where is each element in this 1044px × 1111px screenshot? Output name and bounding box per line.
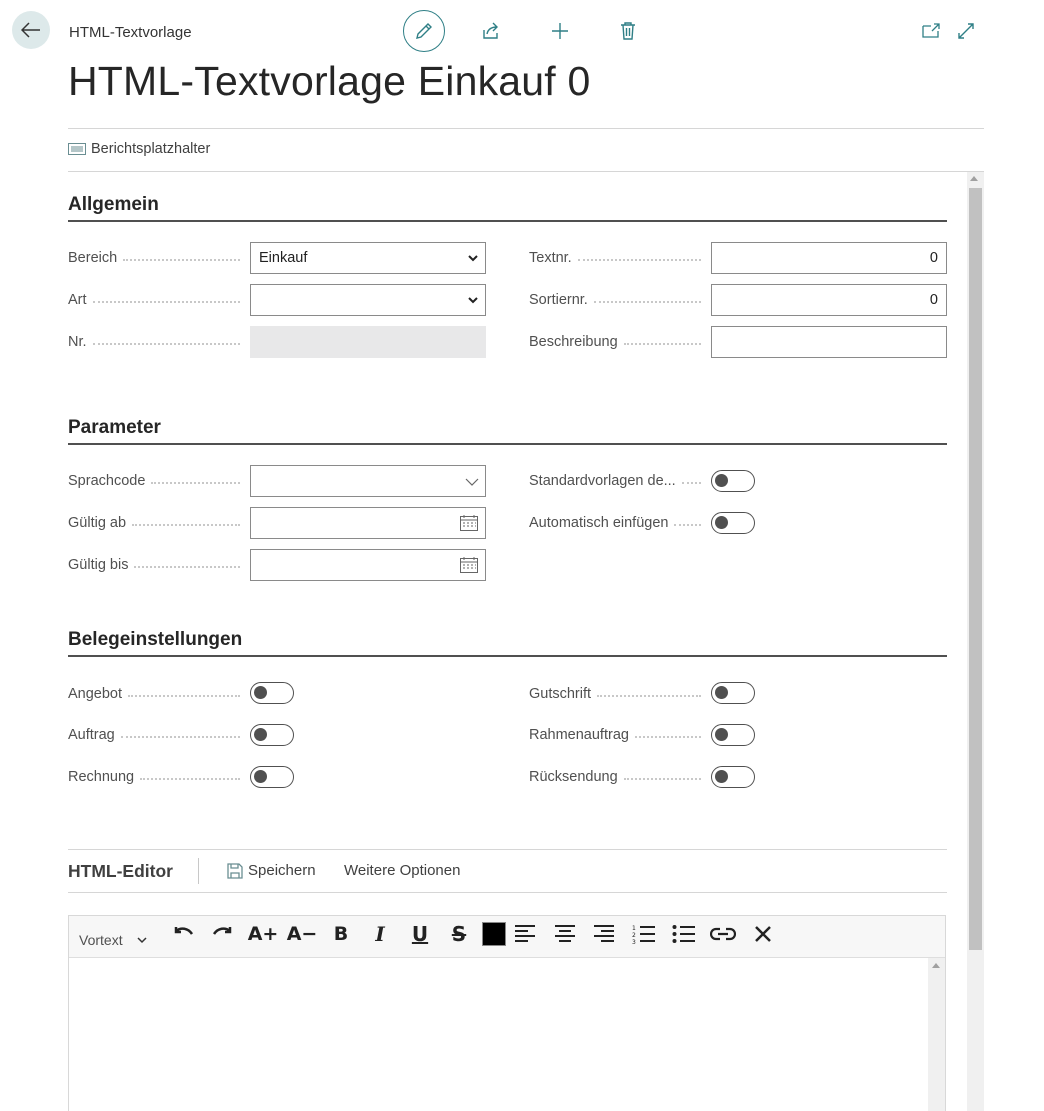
underline-icon: U bbox=[411, 922, 429, 946]
textnr-field[interactable]: 0 bbox=[711, 242, 947, 274]
gueltig-ab-date[interactable] bbox=[250, 507, 486, 539]
svg-text:2: 2 bbox=[632, 932, 636, 939]
trash-icon bbox=[619, 21, 637, 41]
art-select[interactable] bbox=[250, 284, 486, 316]
chevron-down-icon bbox=[467, 252, 479, 264]
scroll-up-arrow[interactable] bbox=[970, 176, 978, 181]
auftrag-toggle[interactable] bbox=[250, 724, 294, 746]
numbered-list-button[interactable] bbox=[628, 919, 660, 949]
pencil-icon bbox=[414, 21, 434, 41]
open-in-new-window-icon bbox=[921, 22, 941, 40]
align-left-icon bbox=[514, 924, 536, 944]
gutschrift-toggle[interactable] bbox=[711, 682, 755, 704]
rechnung-toggle[interactable] bbox=[250, 766, 294, 788]
rahmenauftrag-toggle[interactable] bbox=[711, 724, 755, 746]
link-button[interactable] bbox=[707, 919, 739, 949]
save-icon bbox=[227, 863, 243, 879]
share-icon bbox=[481, 21, 501, 41]
text-color-icon bbox=[482, 922, 506, 946]
edit-button[interactable] bbox=[403, 10, 445, 52]
redo-icon bbox=[211, 925, 235, 943]
section-divider bbox=[68, 220, 947, 222]
text-color-button[interactable] bbox=[478, 919, 510, 949]
field-label-ruecksendung: Rücksendung bbox=[529, 769, 701, 785]
calendar-icon[interactable] bbox=[460, 515, 478, 531]
bereich-select[interactable]: Einkauf bbox=[250, 242, 486, 274]
report-placeholder-action[interactable] bbox=[68, 141, 210, 157]
svg-text:3: 3 bbox=[632, 939, 636, 944]
bullet-list-icon bbox=[672, 924, 696, 944]
undo-button[interactable] bbox=[167, 919, 199, 949]
align-center-button[interactable] bbox=[549, 919, 581, 949]
field-label-art: Art bbox=[68, 292, 240, 308]
delete-button[interactable] bbox=[617, 20, 639, 42]
undo-icon bbox=[171, 925, 195, 943]
save-button[interactable] bbox=[227, 862, 316, 879]
redo-button[interactable] bbox=[207, 919, 239, 949]
field-label-sortiernr: Sortiernr. bbox=[529, 292, 701, 308]
editor-scroll-up-arrow[interactable] bbox=[932, 963, 940, 968]
field-label-rechnung: Rechnung bbox=[68, 769, 240, 785]
plus-icon bbox=[550, 21, 570, 41]
editor-scrollbar[interactable] bbox=[928, 958, 945, 1111]
bold-button[interactable] bbox=[325, 919, 357, 949]
italic-button[interactable] bbox=[364, 919, 396, 949]
expand-icon bbox=[957, 22, 975, 40]
field-label-gueltig-bis: Gültig bis bbox=[68, 557, 240, 573]
field-label-gutschrift: Gutschrift bbox=[529, 686, 701, 702]
field-label-textnr: Textnr. bbox=[529, 250, 701, 266]
section-title-general[interactable]: Allgemein bbox=[68, 194, 159, 215]
align-left-button[interactable] bbox=[509, 919, 541, 949]
field-label-gueltig-ab: Gültig ab bbox=[68, 515, 240, 531]
divider bbox=[68, 849, 947, 850]
align-right-icon bbox=[593, 924, 615, 944]
more-options-label: Weitere Optionen bbox=[344, 862, 461, 879]
expand-button[interactable] bbox=[955, 20, 977, 42]
report-placeholder-label: Berichtsplatzhalter bbox=[91, 141, 211, 157]
chevron-down-icon bbox=[467, 294, 479, 306]
field-label-nr: Nr. bbox=[68, 334, 240, 350]
field-label-angebot: Angebot bbox=[68, 686, 240, 702]
calendar-icon[interactable] bbox=[460, 557, 478, 573]
standardvorlagen-toggle[interactable] bbox=[711, 470, 755, 492]
bullet-list-button[interactable] bbox=[668, 919, 700, 949]
svg-text:1: 1 bbox=[632, 925, 636, 932]
beschreibung-field[interactable] bbox=[711, 326, 947, 358]
field-label-standardvorlagen: Standardvorlagen de... bbox=[529, 473, 701, 489]
breadcrumb: HTML-Textvorlage bbox=[69, 24, 192, 41]
chevron-down-icon bbox=[137, 936, 147, 944]
section-divider bbox=[68, 655, 947, 657]
angebot-toggle[interactable] bbox=[250, 682, 294, 704]
report-icon bbox=[68, 143, 86, 155]
back-button[interactable] bbox=[12, 11, 50, 49]
strikethrough-icon: S bbox=[451, 922, 467, 946]
field-label-rahmenauftrag: Rahmenauftrag bbox=[529, 727, 701, 743]
link-icon bbox=[710, 926, 736, 942]
divider bbox=[68, 892, 947, 893]
align-center-icon bbox=[554, 924, 576, 944]
underline-button[interactable] bbox=[404, 919, 436, 949]
divider bbox=[68, 128, 984, 129]
share-button[interactable] bbox=[480, 20, 502, 42]
save-label: Speichern bbox=[248, 862, 316, 879]
toolbar-separator bbox=[198, 858, 199, 884]
format-select[interactable]: Vortext bbox=[79, 932, 147, 948]
gueltig-bis-date[interactable] bbox=[250, 549, 486, 581]
divider bbox=[68, 171, 984, 172]
sortiernr-field[interactable]: 0 bbox=[711, 284, 947, 316]
italic-icon: I bbox=[375, 922, 385, 946]
nr-field bbox=[250, 326, 486, 358]
ruecksendung-toggle[interactable] bbox=[711, 766, 755, 788]
font-size-increase-icon: A+ bbox=[247, 923, 279, 945]
clear-format-icon bbox=[754, 925, 772, 943]
field-label-auftrag: Auftrag bbox=[68, 727, 240, 743]
font-size-decrease-icon: A− bbox=[286, 923, 318, 945]
section-divider bbox=[68, 443, 947, 445]
page-title: HTML-Textvorlage Einkauf 0 bbox=[68, 58, 591, 104]
field-label-auto-einfuegen: Automatisch einfügen bbox=[529, 515, 701, 531]
editor-title: HTML-Editor bbox=[68, 861, 173, 881]
font-size-increase-button[interactable] bbox=[247, 919, 279, 949]
field-label-bereich: Bereich bbox=[68, 250, 240, 266]
page-scrollbar-thumb[interactable] bbox=[969, 188, 982, 950]
align-right-button[interactable] bbox=[588, 919, 620, 949]
more-options-button[interactable] bbox=[344, 862, 460, 879]
arrow-left-icon bbox=[21, 22, 41, 38]
new-button[interactable] bbox=[549, 20, 571, 42]
section-title-belege[interactable]: Belegeinstellungen bbox=[68, 629, 243, 650]
bold-icon: B bbox=[333, 923, 349, 945]
strikethrough-button[interactable] bbox=[443, 919, 475, 949]
chevron-down-icon bbox=[465, 475, 479, 487]
sprachcode-lookup[interactable] bbox=[250, 465, 486, 497]
clear-format-button[interactable] bbox=[747, 919, 779, 949]
section-title-parameter[interactable]: Parameter bbox=[68, 417, 161, 438]
field-label-sprachcode: Sprachcode bbox=[68, 473, 240, 489]
field-label-beschreibung: Beschreibung bbox=[529, 334, 701, 350]
auto-einfuegen-toggle[interactable] bbox=[711, 512, 755, 534]
font-size-decrease-button[interactable] bbox=[286, 919, 318, 949]
open-new-window-button[interactable] bbox=[920, 20, 942, 42]
numbered-list-icon bbox=[632, 924, 656, 944]
